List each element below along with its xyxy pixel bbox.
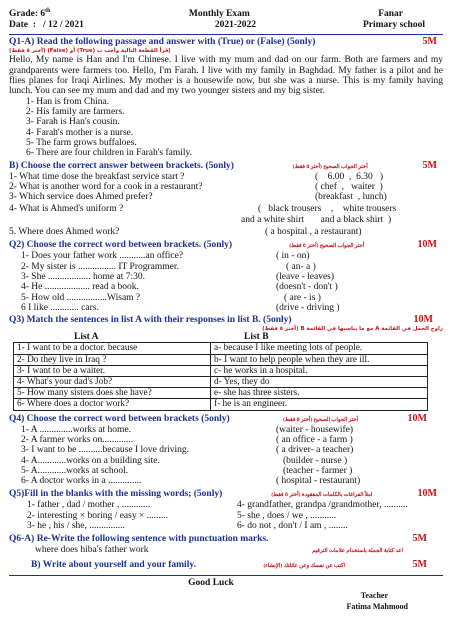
list-item: 5- A............works at school. (teacher - farmer ) [21, 465, 353, 476]
q2-arabic: أختر الجواب الصحيح (أختر ٥ فقط) [289, 243, 365, 250]
list-item: 5- How old .................Wisam ? ( are - is ) [21, 292, 321, 303]
list-item: 4- Farah's mother is a nurse. [26, 127, 134, 138]
q5-marks: 10M [417, 488, 437, 500]
q4-items [9, 425, 443, 487]
list-item: 3- he , his / she, ............... 6- do not , don't / I am , ........ [27, 521, 348, 532]
q2-items [9, 251, 443, 313]
table-row: 4- What's your dad's Job? d- Yes, they do [14, 377, 428, 388]
good-luck: Good Luck [188, 577, 234, 588]
list-item: 3- Farah is Han's cousin. [26, 117, 120, 128]
q6-arabic: اعد كتابة الجملة باستخدام علامات الترقيم [312, 548, 403, 555]
q6-marks: 5M [412, 533, 427, 545]
q2-title: Q2) Choose the correct word between brackets. (5only) [9, 240, 233, 251]
list-item: 1- Does your father work ...........an office? ( in - on) [21, 251, 310, 262]
q1a-arabic: إقرأ القطعة التالية وأجب ب (True) أو (False) (أختر ٥ فقط) [9, 48, 171, 55]
q3-title: Q3) Match the sentences in list A with their responses in list B. (5only) [9, 315, 292, 326]
q6b-heading [9, 559, 443, 571]
list-item: 6- There are four children in Farah's family. [26, 148, 193, 159]
q1b-heading [9, 160, 443, 172]
list-item: 3- Which service does Ahmed prefer? (breakfast , lunch) [9, 192, 387, 203]
grade-label: Grade: 6th [9, 8, 51, 20]
exam-header [9, 6, 443, 20]
q5-arabic: املأ الفراغات بالكلمات المفقودة (أختر ٥ فقط) [271, 492, 373, 499]
list-item: 1- Han is from China. [26, 96, 110, 107]
q6b-arabic: (الإنشاء) اكتب عن نفسك وعن عائلتك [263, 562, 346, 569]
divider [9, 575, 443, 576]
list-item: 2- My sister is ................ IT Programmer. ( an- a ) [21, 261, 316, 272]
list-item: 2- interesting × boring / easy × ......... 5- she , does / we , ........... [27, 510, 337, 521]
q1a-passage: Hello, My name is Han and I'm Chinese. I live with my mum and dad on our farm. Both are farmers and my grandparents were farmers too. Hello, I'm Farah. I live with my family in Baghdad. My father is a pilot and he flies planes for Iraqi Airlines. My mother is a housewife now, but she was a nurse. This is my family having lunch. You can see my mum and dad and my two younger sisters and my big sister. [9, 55, 443, 97]
list-item: 2- What is another word for a cook in a restaurant? ( chef , waiter ) [9, 181, 383, 192]
list-item: 2- A farmer works on............. ( an office - a farm ) [21, 434, 353, 445]
list-item: 1- What time dose the breakfast service start ? ( 6.00 , 6.30 ) [9, 171, 384, 182]
q4-heading [9, 413, 443, 425]
q2-marks: 10M [417, 239, 437, 251]
school-year: 2021-2022 [214, 20, 257, 31]
teacher-label: Teacher [360, 590, 388, 600]
table-row: 3- I want to be a waiter. c- he works in a hospital. [14, 365, 428, 376]
q3-arabic: زاوج الجمل في القائمة A مع ما يناسبها في القائمة B (أختر ٥ فقط) [262, 326, 443, 333]
list-item: 3- I want to be ..........because I love driving. ( a driver- a teacher) [21, 445, 354, 456]
q6-line2 [9, 545, 443, 555]
table-row: 6- Where does a doctor work? f- he is an engineer. [14, 399, 428, 410]
divider [9, 34, 443, 35]
list-item: 2- His family are farmers. [26, 107, 125, 118]
q4-arabic: أختر الجواب الصحيح (أختر ٥ فقط) [283, 416, 359, 423]
list-item: 6 I like ............ cars. (drive - driving ) [21, 302, 340, 313]
q3-heading [9, 314, 443, 326]
q1a-heading [9, 36, 443, 48]
list-item: 4- What is Ahmed's uniform ? ( black trousers , white trousers [9, 204, 397, 215]
q1b-items [9, 172, 443, 238]
q5-title: Q5)Fill in the blanks with the missing words; (5only) [9, 489, 223, 500]
list-a-header: List A [74, 332, 99, 343]
q5-heading [9, 488, 443, 500]
list-item: 4- He ................... read a book. (doesn't - don't ) [21, 282, 338, 293]
table-row: 1- I want to be a doctor. because a- because I like meeting lots of people. [14, 343, 428, 354]
q3-list-headers [9, 332, 443, 342]
q6-heading [9, 533, 443, 545]
q2-heading [9, 239, 443, 251]
q1b-title: B) Choose the correct answer between brackets. (5only) [9, 160, 234, 171]
list-item: 5. Where does Ahmed work? ( a hospital , a restaurant) [9, 227, 362, 238]
q6b-title: B) Write about yourself and your family. [31, 559, 196, 570]
list-item: 6- A doctor works in a .............. ( hospital - restaurant) [21, 476, 361, 487]
list-item-cont: and a white shirt and a black shirt ) [241, 214, 392, 225]
q1b-marks: 5M [422, 159, 437, 171]
table-row: 2- Do they live in Iraq ? b- I want to help people when they are ill. [14, 354, 428, 365]
q3-marks: 10M [413, 314, 433, 326]
list-item: 5- The farm grows buffaloes. [26, 137, 137, 148]
q6-title: Q6-A) Re-Write the following sentence with punctuation marks. [9, 534, 269, 545]
match-table [13, 342, 428, 410]
table-row: 5- How many sisters does she have? e- she has three sisters. [14, 388, 428, 399]
date-label: Date : / 12 / 2021 [9, 20, 84, 31]
exam-title: Monthly Exam [188, 9, 250, 20]
q1a-items [9, 97, 443, 159]
exam-header-line2 [9, 20, 443, 31]
list-item: 1- father , dad / mother , ............ 4- grandfather, grandpa /grandmother, .......... [27, 500, 408, 511]
school-type: Primary school [362, 20, 425, 31]
q6-sentence: where does hiba's father work [35, 545, 149, 556]
q1b-arabic: أختر الجواب الصحيح (أختر ٥ فقط) [292, 163, 368, 170]
list-item: 4- A............works on a building site. (builder - nurse ) [21, 455, 348, 466]
list-item: 3- She .................. home at 7:30. (leave - leaves) [21, 271, 335, 282]
q4-marks: 10M [407, 412, 427, 424]
q6b-marks: 5M [412, 558, 427, 570]
q1a-marks: 5M [422, 36, 437, 48]
q5-items [9, 500, 443, 531]
teacher-name: Fatima Mahmood [346, 601, 408, 611]
school-name: Fanar [378, 9, 403, 20]
q4-title: Q4) Choose the correct word between brackets (5only) [9, 413, 230, 424]
list-item: 1- A ..............works at home. (waiter - housewife) [21, 424, 354, 435]
q1a-title: Q1-A) Read the following passage and answer with (True) or (False) (5only) [9, 37, 316, 48]
list-b-header: List B [244, 332, 269, 343]
